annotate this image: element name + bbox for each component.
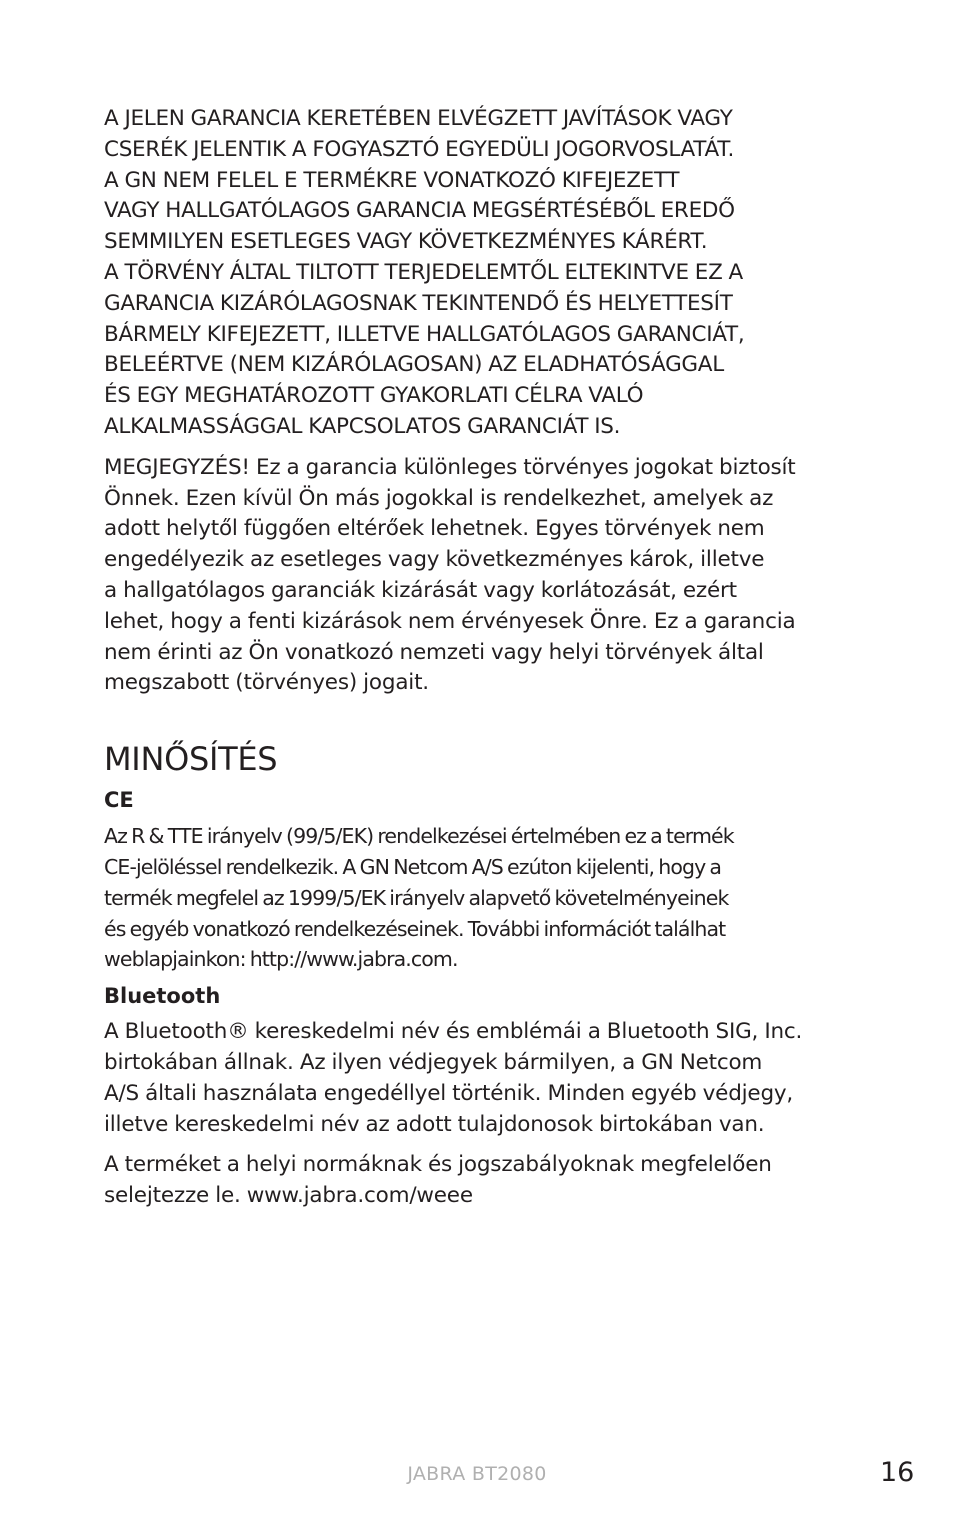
section-title: MINŐSÍTÉS: [104, 740, 278, 779]
text-line: MEGJEGYZÉS! Ez a garancia különleges törvényes jogokat biztosít: [104, 454, 796, 480]
disposal-paragraph: [104, 1150, 844, 1212]
text-line: a hallgatólagos garanciák kizárását vagy korlátozását, ezért: [104, 577, 737, 603]
spacer: [104, 699, 844, 739]
text-line: A/S általi használata engedéllyel történik. Minden egyéb védjegy,: [104, 1080, 794, 1106]
text-line: VAGY HALLGATÓLAGOS GARANCIA MEGSÉRTÉSÉBŐL EREDŐ: [104, 198, 735, 224]
text-line: birtokában állnak. Az ilyen védjegyek bármilyen, a GN Netcom: [104, 1049, 763, 1075]
page-number: 16: [880, 1457, 915, 1488]
warranty-disclaimer-paragraph: [104, 104, 844, 443]
text-line: A terméket a helyi normáknak és jogszabályoknak megfelelően: [104, 1152, 772, 1178]
page-content: [104, 104, 844, 1212]
text-line: ALKALMASSÁGGAL KAPCSOLATOS GARANCIÁT IS.: [104, 413, 621, 439]
text-line: és egyéb vonatkozó rendelkezéseinek. További információt találhat: [104, 916, 726, 941]
text-line: lehet, hogy a fenti kizárások nem érvényesek Önre. Ez a garancia: [104, 608, 796, 634]
text-line: A TÖRVÉNY ÁLTAL TILTOTT TERJEDELEMTŐL ELTEKINTVE EZ A: [104, 259, 743, 285]
text-line: illetve kereskedelmi név az adott tulajdonosok birtokában van.: [104, 1111, 765, 1137]
bluetooth-paragraph: [104, 1017, 844, 1140]
text-line: BÁRMELY KIFEJEZETT, ILLETVE HALLGATÓLAGOS GARANCIÁT,: [104, 321, 745, 347]
text-line: Önnek. Ezen kívül Ön más jogokkal is rendelkezhet, amelyek az: [104, 485, 774, 511]
text-line: selejtezze le. www.jabra.com/weee: [104, 1183, 473, 1209]
footer-product-name: JABRA BT2080: [407, 1463, 547, 1485]
text-line: weblapjainkon: http://www.jabra.com.: [104, 947, 458, 972]
text-line: SEMMILYEN ESETLEGES VAGY KÖVETKEZMÉNYES KÁRÉRT.: [104, 229, 708, 255]
bluetooth-heading: Bluetooth: [104, 984, 221, 1009]
text-line: CSERÉK JELENTIK A FOGYASZTÓ EGYEDÜLI JOGORVOSLATÁT.: [104, 136, 735, 162]
text-line: termék megfelel az 1999/5/EK irányelv alapvető követelményeinek: [104, 885, 729, 910]
text-line: CE-jelöléssel rendelkezik. A GN Netcom A/S ezúton kijelenti, hogy a: [104, 854, 722, 879]
ce-heading: CE: [104, 788, 134, 813]
text-line: A Bluetooth® kereskedelmi név és emblémái a Bluetooth SIG, Inc.: [104, 1019, 803, 1045]
note-paragraph: [104, 453, 844, 699]
text-line: A GN NEM FELEL E TERMÉKRE VONATKOZÓ KIFEJEZETT: [104, 167, 680, 193]
spacer: [104, 443, 844, 453]
text-line: BELEÉRTVE (NEM KIZÁRÓLAGOSAN) AZ ELADHATÓSÁGGAL: [104, 352, 724, 378]
text-line: adott helytől függően eltérőek lehetnek. Egyes törvények nem: [104, 516, 765, 542]
text-line: megszabott (törvényes) jogait.: [104, 670, 429, 696]
text-line: nem érinti az Ön vonatkozó nemzeti vagy helyi törvények által: [104, 639, 764, 665]
text-line: Az R & TTE irányelv (99/5/EK) rendelkezései értelmében ez a termék: [104, 824, 734, 849]
text-line: engedélyezik az esetleges vagy következményes károk, illetve: [104, 547, 765, 573]
spacer: [104, 1140, 844, 1150]
text-line: ÉS EGY MEGHATÁROZOTT GYAKORLATI CÉLRA VALÓ: [104, 383, 644, 409]
text-line: A JELEN GARANCIA KERETÉBEN ELVÉGZETT JAVÍTÁSOK VAGY: [104, 106, 733, 131]
text-line: GARANCIA KIZÁRÓLAGOSNAK TEKINTENDŐ ÉS HELYETTESÍT: [104, 290, 733, 316]
ce-paragraph: [104, 821, 844, 975]
